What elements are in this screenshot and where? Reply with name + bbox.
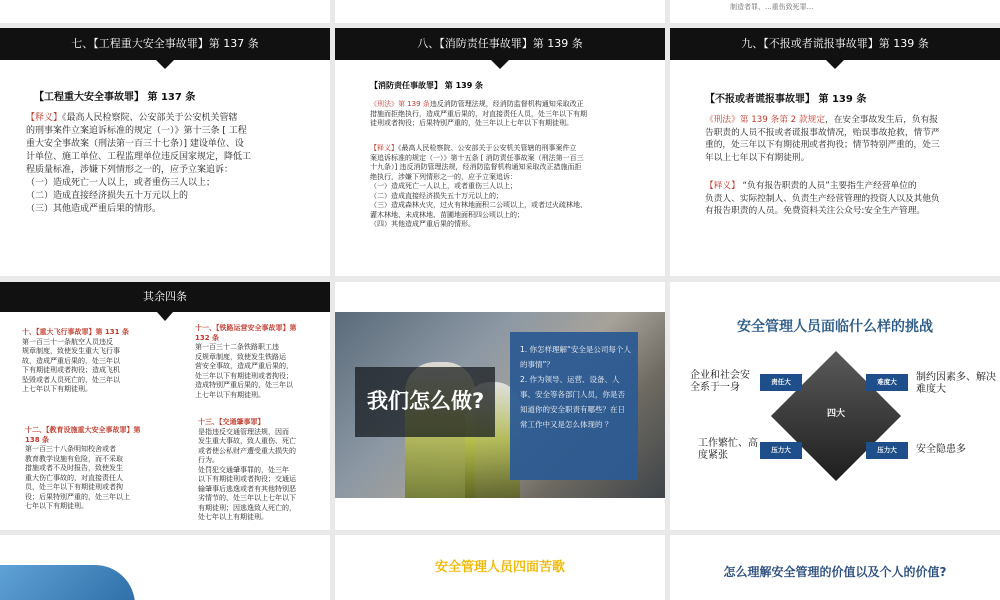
slide-partial-top-3[interactable] [670, 0, 1000, 23]
slide-body-p1: 《刑法》第 139 条违反消防管理法规，经消防监督机构通知采取改正 措施而拒绝执行，造成严重后果的，对直接责任人员，处三年以下有期 徒刑或者拘役；后果特别严重的，处三年以上七年以下有期徒刑。 [370, 100, 587, 127]
challenge-label-tr: 制约因素多、解决难度大 [916, 372, 996, 395]
header-pointer [157, 312, 173, 321]
slide-header: 其余四条 [0, 282, 330, 312]
article-131: 十、【重大飞行事故罪】第 131 条 第一百三十一条航空人员违反 规章制度，致使发生重大飞行事 故，造成严重后果的，处三年以 下有期徒刑或者拘役；造成飞机 坠毁或者人员死亡的，处三年以 上七年以下有期徒刑。 [22, 328, 129, 393]
slide-body-p2: 【释义】《最高人民检察院、公安部关于公安机关管辖的刑事案件立 案追诉标准的规定（一）》第十五条 [ 消防责任事故案（刑法第一百三 十九条）] 违反消防管理法规，经消防监督机构通知采取改正措施而拒 绝执行，涉嫌下列情形之一的，应予立案追诉： （一）造成死亡一人以上，或者重伤三人以上； （二）造成直接经济损失五十万元以上的； （三）造成森林火灾，过火有林地面积二公顷以上，或者过火疏林地、 灌木林地、未成林地、苗圃地面积四公顷以上的； （四）其他造成严重后果的情形。 [370, 144, 587, 228]
slide-partial-top-1[interactable] [0, 0, 330, 23]
slide-header: 八、【消防责任事故罪】第 139 条 [335, 28, 665, 60]
slide-body: 【释义】《最高人民检察院、公安部关于公安机关管辖 的刑事案件立案追诉标准的规定（一）》第十三条 [ 工程 重大安全事故案（刑法第一百三十七条）] 建设单位、设 计单位、施工单位、工程监理单位违反国家规定，降低工 程质量标准，涉嫌下列情形之一的，应予立案追诉： （一）造成死亡一人以上，或者重伤三人以上； （二）造成直接经济损失五十万元以上的 （三）其他造成严重后果的情形。 [26, 113, 252, 214]
article-138: 十二、【教育设施重大安全事故罪】第 138 条 第一百三十八条明知校舍或者 教育教学设施有危险，而不采取 措施或者不及时报告，致使发生 重大伤亡事故的，对直接责任人 员，处三年以下有期徒刑或者拘 役；后果特别严重的，处三年以上 七年以下有期徒刑。 [25, 426, 141, 510]
badge-difficulty: 难度大 [866, 374, 908, 391]
slide-title: 安全管理人员面临什么样的挑战 [737, 319, 933, 335]
slide-partial-top-2[interactable] [335, 0, 665, 23]
header-pointer [156, 60, 174, 69]
article-traffic: 十三、【交通肇事罪】 是指违反交通管理法规，因而 发生重大事故，致人重伤、死亡 或者使公私财产遭受重大损失的 行为。 处罚犯交通肇事罪的，处三年 以下有期徒刑或者拘役；交通运 输肇事后逃逸或者有其他特别恶 劣情节的，处三年以上七年以下 有期徒刑；因逃逸致人死亡的， 处七年以上有期徒刑。 [198, 418, 296, 521]
slide-thumbnail-2[interactable] [335, 28, 665, 276]
slide-title: 安全管理人员四面苦歌 [434, 560, 565, 575]
challenge-diamond: 四大 [790, 370, 882, 462]
slide-title: 怎么理解安全管理的价值以及个人的价值? [723, 565, 947, 579]
article-132: 十一、【铁路运营安全事故罪】第 132 条 第一百三十二条铁路职工违 反规章制度，致使发生铁路运 营安全事故，造成严重后果的， 处三年以下有期徒刑或者拘役； 造成特别严重后果的，处三年以 上七年以下有期徒刑。 [195, 324, 297, 399]
badge-responsibility: 责任大 [760, 374, 802, 391]
helmet-photo [0, 565, 135, 600]
challenge-label-bl: 工作繁忙、高度紧张 [698, 438, 758, 461]
badge-pressure-left: 压力大 [760, 442, 802, 459]
slide-thumbnail-1[interactable] [0, 28, 330, 276]
challenge-label-br: 安全隐患多 [916, 444, 966, 455]
slide-header: 七、【工程重大安全事故罪】第 137 条 [0, 28, 330, 60]
slide-thumbnail-5[interactable] [335, 282, 665, 530]
slide-thumbnail-7[interactable] [0, 535, 330, 600]
slide-heading: 【工程重大安全事故罪】 第 137 条 [34, 92, 196, 103]
slide-heading: 【不报或者谎报事故罪】 第 139 条 [705, 94, 867, 105]
badge-pressure-right: 压力大 [866, 442, 908, 459]
overlay-dark-box [355, 367, 495, 437]
slide-thumbnail-9[interactable] [670, 535, 1000, 600]
slide-body-p2: 【释义】 “负有报告职责的人员”主要指生产经营单位的 负责人、实际控制人、负责生产经营管理的投资人以及其他负 有报告职责的人员。免费资料关注公众号:安全生产管理。 [705, 181, 940, 216]
question-2: 2. 作为领导、运营、设备、人事、安全等各部门人员，你是否知道你的安全职责有哪些？在日常工作中又是怎么体现的 ？ [520, 375, 625, 429]
header-pointer [826, 60, 844, 69]
slide-thumbnail-6[interactable] [670, 282, 1000, 530]
slide-body-p1: 《刑法》第 139 条第 2 款规定，在安全事故发生后，负有报 告职责的人员不报或者谎报事故情况，贻误事故抢救，情节严 重的，处三年以下有期徒刑或者拘役；情节特别严重的，处三 年以上七年以下有期徒刑。 [705, 115, 940, 163]
slide-big-title: 我们怎么做? [367, 389, 485, 413]
slide-heading: 【消防责任事故罪】 第 139 条 [370, 81, 484, 90]
slide-thumbnail-3[interactable] [670, 28, 1000, 276]
slide-thumbnail-4[interactable] [0, 282, 330, 530]
workers-photo [335, 312, 665, 498]
overlay-question-box [510, 332, 638, 480]
challenge-label-tl: 企业和社会安全系于一身 [690, 370, 750, 393]
interpretation-tag: 【释义】 [26, 113, 63, 123]
slide-partial-text: 制造者罪、...重伤致死罪... [730, 3, 814, 11]
header-pointer [491, 60, 509, 69]
slide-thumbnail-8[interactable] [335, 535, 665, 600]
question-1: 1. 你怎样理解“安全是公司每个人的事情”？ [520, 345, 631, 369]
slide-header: 九、【不报或者谎报事故罪】第 139 条 [670, 28, 1000, 60]
